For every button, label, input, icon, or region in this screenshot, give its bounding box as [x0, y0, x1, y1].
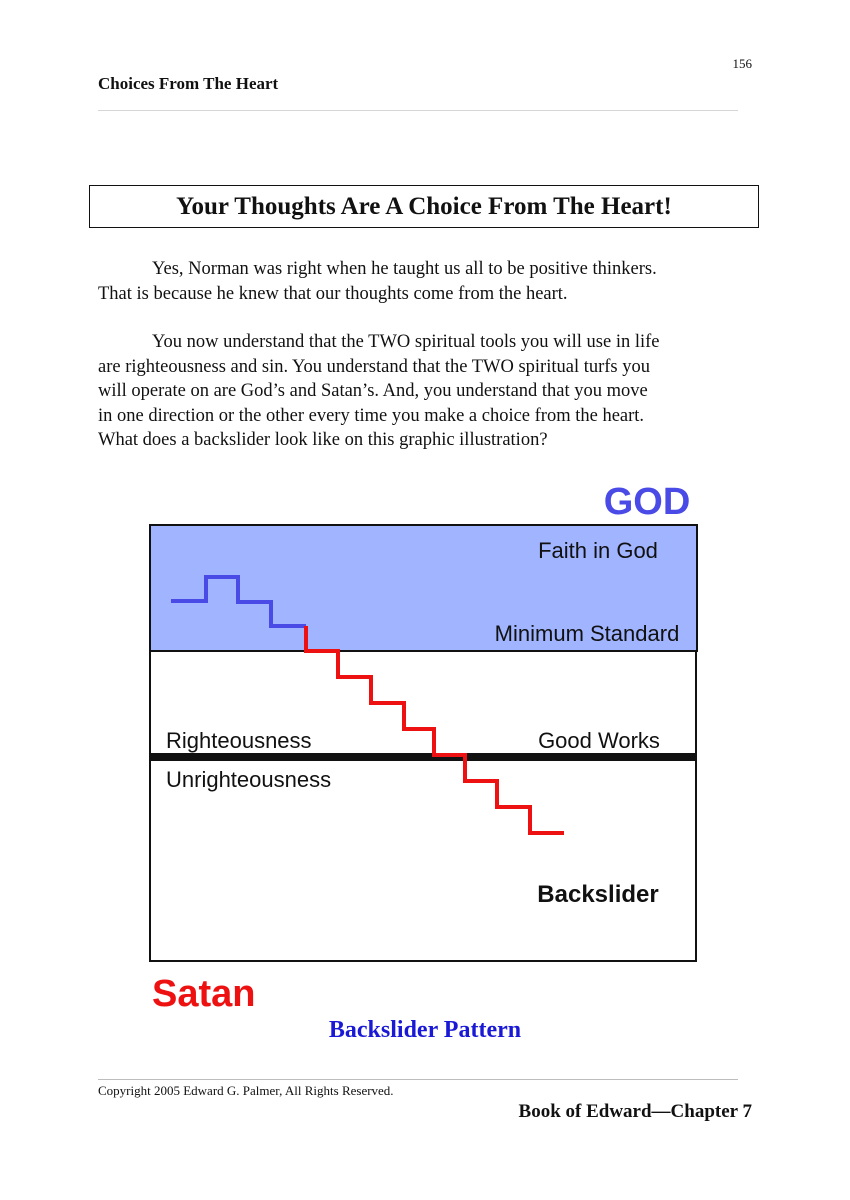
- paragraph-line: You now understand that the TWO spiritual tools you will use in life: [152, 332, 660, 352]
- paragraph-line: Yes, Norman was right when he taught us all to be positive thinkers.: [152, 259, 657, 279]
- paragraph-line: in one direction or the other every time you make a choice from the heart.: [98, 405, 645, 426]
- paragraph-2: [98, 330, 748, 453]
- righteousness-divider: [150, 753, 696, 761]
- backslider-path-below-standard: [306, 626, 564, 833]
- righteousness-label: Righteousness: [166, 728, 312, 753]
- running-header-title: Choices From The Heart: [98, 74, 279, 93]
- paragraph-1: [98, 257, 748, 306]
- diagram-frame: [150, 651, 696, 961]
- god-label: GOD: [603, 481, 691, 523]
- diagram-caption: Backslider Pattern: [328, 1017, 522, 1043]
- paragraph-line: will operate on are God’s and Satan’s. And, you understand that you move: [98, 381, 648, 401]
- paragraph-line: What does a backslider look like on this graphic illustration?: [98, 430, 548, 450]
- backslider-diagram: [0, 470, 850, 1030]
- copyright-notice: Copyright 2005 Edward G. Palmer, All Rights Reserved.: [98, 1083, 394, 1098]
- faith-in-god-label: Faith in God: [538, 538, 658, 563]
- good-works-label: Good Works: [538, 728, 660, 753]
- header-divider: [98, 110, 738, 111]
- footer-divider: [98, 1079, 738, 1080]
- backslider-label: Backslider: [537, 881, 659, 908]
- paragraph-line: That is because he knew that our thoughts come from the heart.: [98, 283, 568, 304]
- unrighteousness-label: Unrighteousness: [166, 767, 332, 792]
- satan-label: Satan: [152, 973, 256, 1015]
- minimum-standard-label: Minimum Standard: [494, 621, 680, 646]
- page-number: 156: [732, 56, 752, 71]
- chapter-footer: Book of Edward—Chapter 7: [518, 1101, 752, 1122]
- paragraph-line: are righteousness and sin. You understand that the TWO spiritual turfs you: [98, 356, 651, 377]
- section-title: Your Thoughts Are A Choice From The Heart!: [176, 192, 672, 220]
- section-title-box: [89, 185, 759, 228]
